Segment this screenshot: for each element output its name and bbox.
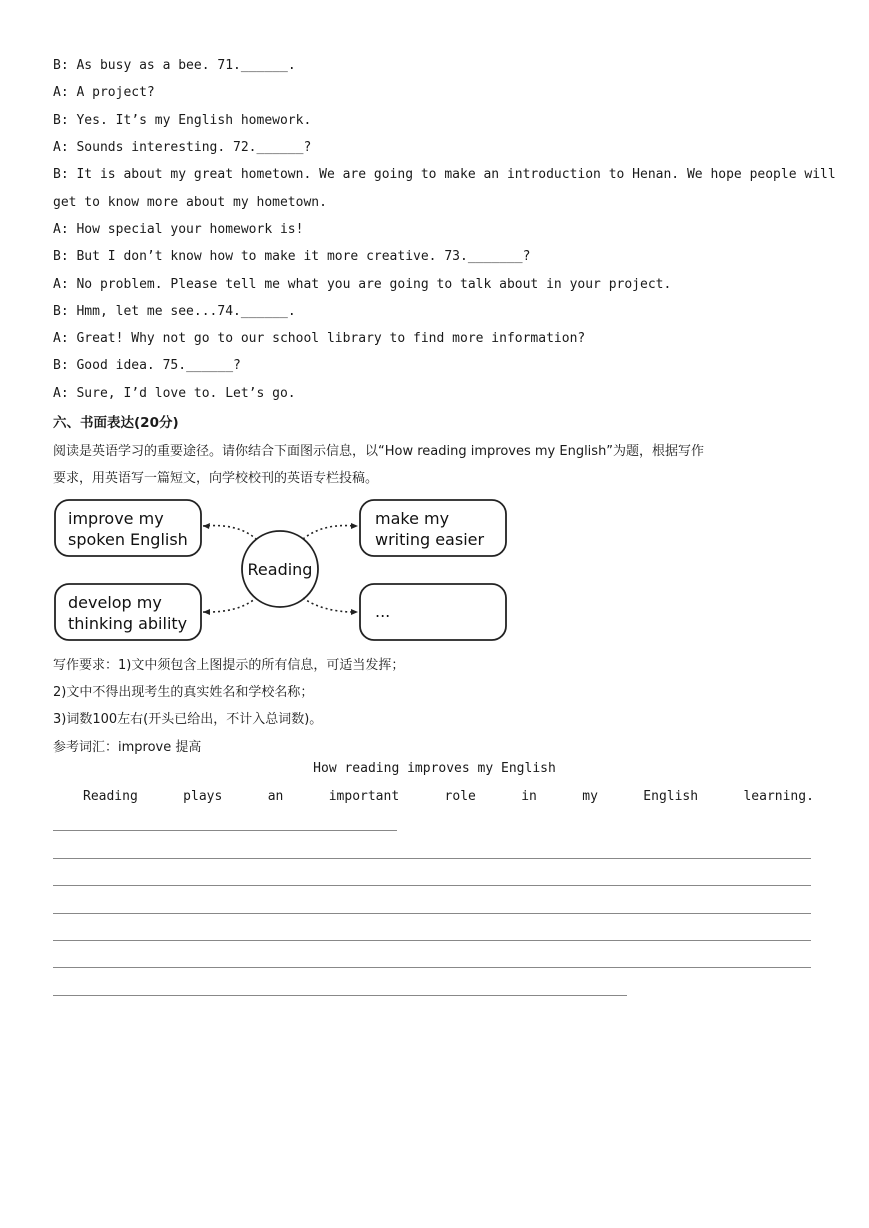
dialogue-text: Great! Why not go to our school library to find more information?: [76, 331, 586, 346]
dialogue-line-continuation: [53, 195, 327, 210]
dialogue-line-72: A: Sounds interesting. 72.______?: [53, 140, 312, 155]
vocabulary-hint: 参考词汇：improve 提高: [53, 740, 202, 755]
dialogue-line-71: B: As busy as a bee. 71.______.: [53, 58, 296, 73]
speaker: B: [53, 58, 61, 73]
essay-word: English: [643, 789, 699, 804]
dialogue-line-74: B: Hmm, let me see...74.______.: [53, 304, 296, 319]
writing-line[interactable]: [53, 940, 811, 941]
answer-blank-75[interactable]: ______: [186, 358, 234, 373]
answer-blank-74[interactable]: ______: [240, 304, 288, 319]
speaker: B: [53, 249, 61, 264]
dialogue-line: A: A project?: [53, 85, 155, 100]
speaker: A: [53, 277, 61, 292]
essay-title: How reading improves my English: [313, 761, 556, 776]
speaker: A: [53, 85, 61, 100]
essay-word: Reading: [83, 789, 138, 804]
dialogue-text: Good idea. 75.: [76, 358, 187, 373]
speaker: B: [53, 167, 61, 182]
answer-blank-73[interactable]: _______: [467, 249, 523, 264]
dialogue-text: How special your homework is!: [76, 222, 304, 237]
center-label: Reading: [247, 560, 313, 579]
dialogue-text: Yes. It’s my English homework.: [76, 113, 312, 128]
dialogue-text: It is about my great hometown. We are going to make an introduction to Henan. We hope people will: [76, 167, 836, 182]
essay-word: important: [328, 789, 400, 804]
dialogue-line: A: How special your homework is!: [53, 222, 304, 237]
box-label: thinking ability: [68, 614, 188, 633]
essay-word: my: [582, 789, 598, 804]
prompt-line: 要求，用英语写一篇短文，向学校校刊的英语专栏投稿。: [53, 471, 379, 486]
dialogue-line: B: It is about my great hometown. We are going to make an introduction to Henan. We hope people will: [53, 167, 836, 182]
answer-blank-72[interactable]: ______: [256, 140, 304, 155]
box-label: make my: [375, 509, 450, 528]
box-label: writing easier: [375, 530, 485, 549]
dialogue-text: No problem. Please tell me what you are going to talk about in your project.: [76, 277, 672, 292]
box-label: ...: [375, 602, 391, 621]
requirement-line: 写作要求：1)文中须包含上图提示的所有信息，可适当发挥；: [53, 658, 405, 673]
box-label: develop my: [68, 593, 162, 612]
essay-word: role: [444, 789, 476, 804]
speaker: A: [53, 386, 61, 401]
dialogue-text: Sure, I’d love to. Let’s go.: [76, 386, 296, 401]
dialogue-text: A project?: [76, 85, 155, 100]
essay-opening-sentence: [83, 789, 814, 804]
dialogue-text: get to know more about my hometown.: [53, 195, 327, 210]
essay-word: in: [521, 789, 537, 804]
essay-word: an: [267, 789, 284, 804]
dialogue-line-73: B: But I don’t know how to make it more creative. 73._______?: [53, 249, 531, 264]
dialogue-line: A: No problem. Please tell me what you are going to talk about in your project.: [53, 277, 672, 292]
essay-word: plays: [183, 789, 223, 804]
dialogue-line: A: Sure, I’d love to. Let’s go.: [53, 386, 296, 401]
dialogue-text: But I don’t know how to make it more creative. 73.: [76, 249, 468, 264]
punctuation: .: [287, 304, 296, 319]
speaker: B: [53, 304, 61, 319]
speaker: A: [53, 140, 61, 155]
box-label: improve my: [68, 509, 164, 528]
requirement-line: 2)文中不得出现考生的真实姓名和学校名称；: [53, 685, 314, 700]
speaker: A: [53, 331, 61, 346]
speaker: A: [53, 222, 61, 237]
speaker: B: [53, 113, 61, 128]
writing-line[interactable]: [53, 885, 811, 886]
dialogue-text: Hmm, let me see...74.: [76, 304, 241, 319]
speaker: B: [53, 358, 61, 373]
writing-line[interactable]: [53, 858, 811, 859]
punctuation: ?: [522, 249, 531, 264]
punctuation: ?: [303, 140, 312, 155]
box-label: spoken English: [68, 530, 188, 549]
dialogue-text: Sounds interesting. 72.: [76, 140, 257, 155]
writing-line[interactable]: [53, 830, 397, 831]
dialogue-line: A: Great! Why not go to our school library to find more information?: [53, 331, 586, 346]
dialogue-line: B: Yes. It’s my English homework.: [53, 113, 312, 128]
requirement-line: 3)词数100左右(开头已给出，不计入总词数)。: [53, 712, 323, 727]
writing-line[interactable]: [53, 967, 811, 968]
writing-line[interactable]: [53, 913, 811, 914]
essay-word: learning.: [743, 789, 814, 804]
dialogue-text: As busy as a bee. 71.: [76, 58, 241, 73]
reading-mind-map: [53, 495, 508, 643]
answer-blank-71[interactable]: ______: [240, 58, 288, 73]
section-title: 六、书面表达(20分): [53, 415, 179, 431]
dialogue-line-75: B: Good idea. 75.______?: [53, 358, 241, 373]
punctuation: ?: [233, 358, 241, 373]
punctuation: .: [287, 58, 296, 73]
prompt-line: 阅读是英语学习的重要途径。请你结合下面图示信息，以“How reading improves my English”为题，根据写作: [53, 444, 705, 459]
writing-line[interactable]: [53, 995, 627, 996]
